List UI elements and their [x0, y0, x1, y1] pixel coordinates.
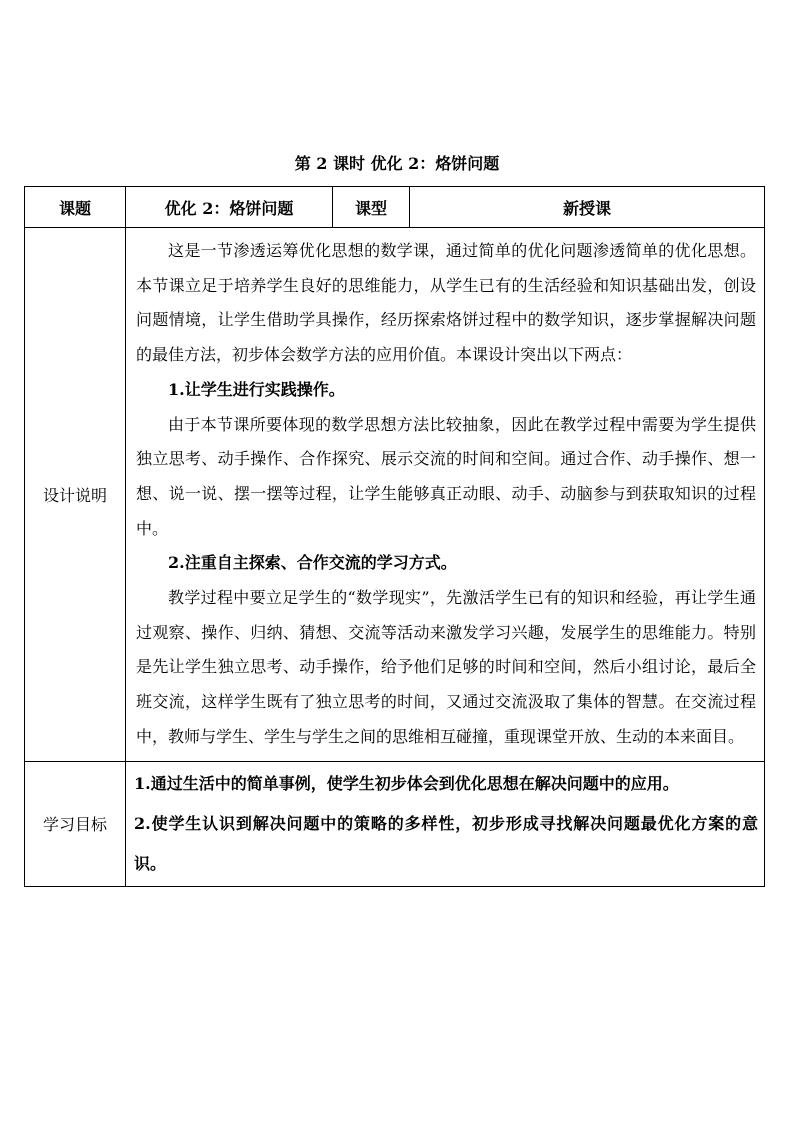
type-label: 课型 [333, 187, 410, 228]
design-paragraph: 由于本节课所要体现的数学思想方法比较抽象，因此在教学过程中需要为学生提供独立思考、动手操作、合作探究、展示交流的时间和空间。通过合作、动手操作、想一想、说一说、摆一摆等过程，让学生能够真正动眼、动手、动脑参与到获取知识的过程中。 [136, 414, 756, 538]
design-paragraph: 教学过程中要立足学生的“数学现实”，先激活学生已有的知识和经验，再让学生通过观察、操作、归纳、猜想、交流等活动来激发学习兴趣，发展学生的思维能力。特别是先让学生独立思考、动手操作，给予他们足够的时间和空间，然后小组讨论，最后全班交流，这样学生既有了独立思考的时间，又通过交流汲取了集体的智慧。在交流过程中，教师与学生、学生与学生之间的思维相互碰撞，重现课堂开放、生动的本来面目。 [136, 588, 756, 746]
header-row [25, 187, 765, 228]
design-content [126, 228, 765, 762]
design-paragraph: 这是一节渗透运筹优化思想的数学课，通过简单的优化问题渗透简单的优化思想。本节课立足于培养学生良好的思维能力，从学生已有的生活经验和知识基础出发，创设问题情境，让学生借助学具操作，经历探索烙饼过程中的数学知识，逐步掌握解决问题的最佳方法，初步体会数学方法的应用价值。本课设计突出以下两点： [136, 241, 756, 365]
goal-item: 1.通过生活中的简单事例，使学生初步体会到优化思想在解决问题中的应用。 [134, 773, 679, 793]
design-label: 设计说明 [25, 228, 126, 762]
goals-row [25, 761, 765, 886]
lesson-plan-table [24, 186, 765, 887]
topic-value: 优化 2：烙饼问题 [126, 187, 333, 228]
goals-label: 学习目标 [25, 761, 126, 886]
design-row [25, 228, 765, 762]
design-point-heading: 1.让学生进行实践操作。 [168, 379, 345, 399]
design-point-heading: 2.注重自主探索、合作交流的学习方式。 [168, 553, 457, 573]
type-value: 新授课 [410, 187, 765, 228]
page-title: 第 2 课时 优化 2：烙饼问题 [294, 154, 500, 173]
goal-item: 2.使学生认识到解决问题中的策略的多样性，初步形成寻找解决问题最优化方案的意识。 [134, 813, 758, 873]
topic-label: 课题 [25, 187, 126, 228]
goals-content [126, 761, 765, 886]
